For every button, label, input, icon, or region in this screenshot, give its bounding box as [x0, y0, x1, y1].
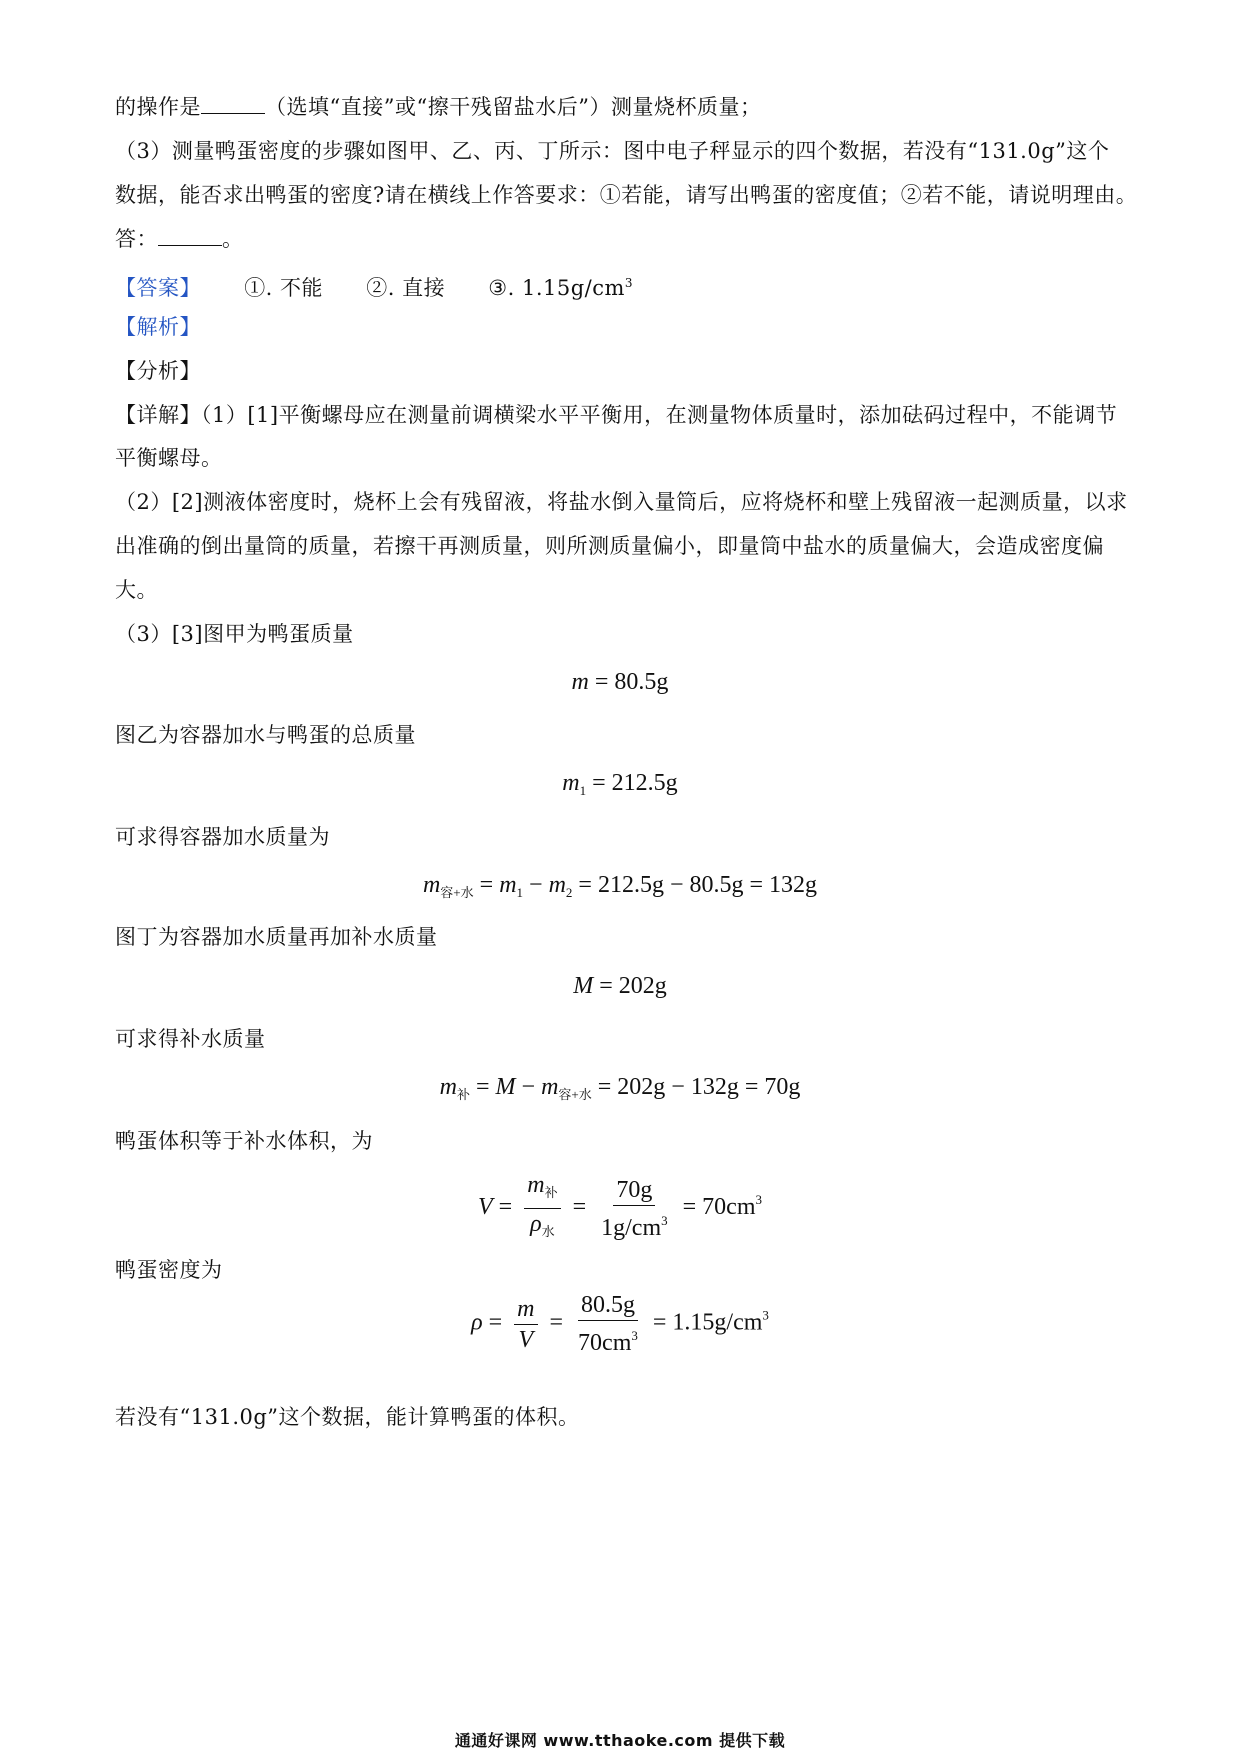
text-ding: 图丁为容器加水质量再加补水质量 [115, 925, 438, 949]
answer-item-1: ①. 不能 [244, 276, 324, 300]
detail-line-2: 平衡螺母。 [115, 446, 223, 470]
question-line-4 [115, 224, 244, 254]
detail-line-6: （3）[3]图甲为鸭蛋质量 [115, 622, 354, 646]
question-line-3: 数据，能否求出鸭蛋的密度?请在横线上作答要求：①若能，请写出鸭蛋的密度值；②若不能，请说明理由。 [115, 183, 1138, 207]
footer-text: 通通好课网 www.tthaoke.com 提供下载 [454, 1731, 786, 1750]
question-line-1 [115, 92, 761, 122]
fraction: $\frac{70g}{1g/cm^3}$ [601, 1176, 668, 1241]
detail-label: 【详解】 [115, 403, 201, 427]
fenxi-heading: 【分析】 [115, 359, 201, 383]
fraction: $\frac{80.5g}{70cm^3}$ [578, 1292, 638, 1356]
equation-1: m = 80.5g [571, 669, 669, 695]
detail-line-4: 出准确的倒出量筒的质量，若擦干再测质量，则所测质量偏小，即量筒中盐水的质量偏大，会造成密度偏 [115, 534, 1104, 558]
equation-7: ρ = $\frac{m}{V}$ = $\frac{80.5g}{70cm^3}$ = $1.15g/cm^3$ [471, 1292, 769, 1356]
answer-item-2: ②. 直接 [366, 276, 446, 300]
text-midu: 鸭蛋密度为 [115, 1258, 223, 1282]
answer-line [115, 268, 633, 303]
analysis-heading: 【解析】 [115, 315, 201, 339]
text-yi: 图乙为容器加水与鸭蛋的总质量 [115, 723, 416, 747]
detail-line-3: （2）[2]测液体密度时，烧杯上会有残留液，将盐水倒入量筒后，应将烧杯和壁上残留液一起测质量，以求 [115, 490, 1128, 514]
text-final: 若没有“131.0g”这个数据，能计算鸭蛋的体积。 [115, 1405, 580, 1429]
detail-line-5: 大。 [115, 578, 158, 602]
text-rong: 可求得容器加水质量为 [115, 825, 330, 849]
text-bu: 可求得补水质量 [115, 1027, 266, 1051]
answer-blank [201, 93, 265, 114]
detail-line-1: 【详解】（1）[1]平衡螺母应在测量前调横梁水平平衡用，在测量物体质量时，添加砝码过程中，不能调节 [115, 403, 1118, 427]
answer-blank [158, 225, 222, 246]
equation-2: $m_1 = 212.5g$ [562, 770, 678, 798]
question-text: 答： [115, 227, 158, 251]
fraction: $\frac{m_补}{\rho_水}$ [524, 1170, 560, 1247]
equation-5: $m_补 = M - m_{容+水} = 202g - 132g = 70g$ [439, 1074, 801, 1102]
fraction: $\frac{m}{V}$ [514, 1294, 537, 1355]
text-tiji: 鸭蛋体积等于补水体积，为 [115, 1129, 373, 1153]
answer-item-3: ③. $1.15g/cm^3$ [488, 276, 634, 300]
question-text: 。 [222, 227, 244, 251]
equation-6: V = $\frac{m_补}{\rho_水}$ = $\frac{70g}{1g/cm^3}$ = $70cm^3$ [0, 1170, 1240, 1247]
answer-label: 【答案】 [115, 276, 201, 300]
question-text: （选填“直接”或“擦干残留盐水后”）测量烧杯质量； [265, 95, 762, 119]
equation-4: M = 202g [573, 973, 667, 999]
question-text: 的操作是 [115, 95, 201, 119]
equation-3: $m_{容+水} = m_1 - m_2 = 212.5g - 80.5g = 132g$ [422, 872, 818, 900]
question-line-2: （3）测量鸭蛋密度的步骤如图甲、乙、丙、丁所示：图中电子秤显示的四个数据，若没有“131.0g”这个 [115, 139, 1110, 163]
